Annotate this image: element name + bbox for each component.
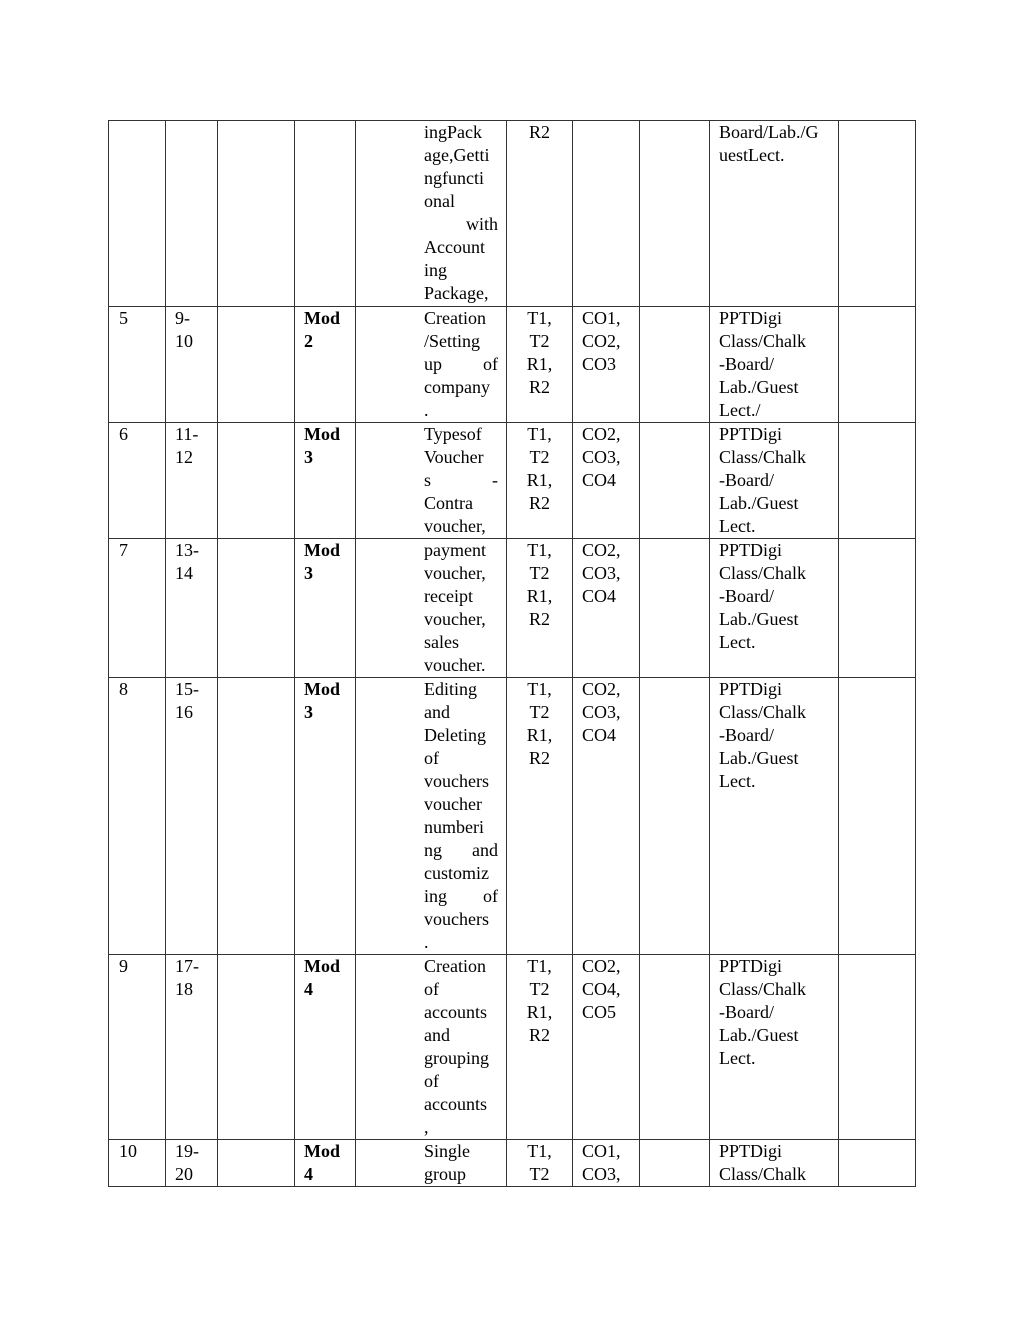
reference-cell: T1, T2 R1, R2 [507,307,573,423]
table-row [109,121,916,307]
topic-cell: Editing and Deleting of vouchers voucher numberi ng and customiz ing of vouchers . [356,678,507,955]
empty-cell [218,307,295,423]
delivery-mode-cell: PPTDigi Class/Chalk -Board/ Lab./Guest Lect. [710,423,839,539]
lecture-number-cell [109,121,166,307]
empty-cell [839,423,916,539]
lecture-range-cell: 13- 14 [166,539,218,678]
lecture-number-cell: 5 [109,307,166,423]
reference-cell: T1, T2 R1, R2 [507,678,573,955]
course-outcome-cell: CO2, CO3, CO4 [573,678,640,955]
empty-cell [839,121,916,307]
delivery-mode-cell: PPTDigi Class/Chalk -Board/ Lab./Guest Lect. [710,678,839,955]
empty-cell [640,1140,710,1187]
module-cell: Mod 3 [295,539,356,678]
course-outcome-cell: CO2, CO3, CO4 [573,539,640,678]
empty-cell [640,423,710,539]
topic-cell: ingPack age,Getti ngfuncti onal with Account ing Package, [356,121,507,307]
empty-cell [839,678,916,955]
lecture-range-cell: 11- 12 [166,423,218,539]
empty-cell [640,307,710,423]
empty-cell [640,678,710,955]
module-cell: Mod 3 [295,678,356,955]
topic-cell: Typesof Voucher s - Contra voucher, [356,423,507,539]
empty-cell [640,539,710,678]
empty-cell [218,678,295,955]
delivery-mode-cell: PPTDigi Class/Chalk -Board/ Lab./Guest Lect./ [710,307,839,423]
empty-cell [640,121,710,307]
lecture-number-cell: 6 [109,423,166,539]
course-outcome-cell: CO2, CO4, CO5 [573,955,640,1140]
module-cell: Mod 4 [295,1140,356,1187]
delivery-mode-cell: Board/Lab./G uestLect. [710,121,839,307]
table-row [109,955,916,1140]
lesson-plan-table [108,120,916,1187]
topic-cell: Creation /Setting up of company . [356,307,507,423]
empty-cell [839,1140,916,1187]
empty-cell [839,539,916,678]
table-row [109,539,916,678]
table-row [109,307,916,423]
reference-cell: T1, T2 R1, R2 [507,955,573,1140]
course-outcome-cell: CO1, CO2, CO3 [573,307,640,423]
delivery-mode-cell: PPTDigi Class/Chalk [710,1140,839,1187]
reference-cell: R2 [507,121,573,307]
lecture-number-cell: 7 [109,539,166,678]
lecture-number-cell: 8 [109,678,166,955]
course-outcome-cell [573,121,640,307]
lecture-number-cell: 9 [109,955,166,1140]
delivery-mode-cell: PPTDigi Class/Chalk -Board/ Lab./Guest Lect. [710,955,839,1140]
course-outcome-cell: CO2, CO3, CO4 [573,423,640,539]
module-cell: Mod 3 [295,423,356,539]
lecture-range-cell: 15- 16 [166,678,218,955]
course-outcome-cell: CO1, CO3, [573,1140,640,1187]
topic-cell: Single group [356,1140,507,1187]
delivery-mode-cell: PPTDigi Class/Chalk -Board/ Lab./Guest Lect. [710,539,839,678]
topic-cell: Creation of accounts and grouping of accounts , [356,955,507,1140]
module-cell: Mod 4 [295,955,356,1140]
empty-cell [839,955,916,1140]
module-cell [295,121,356,307]
reference-cell: T1, T2 R1, R2 [507,423,573,539]
empty-cell [218,121,295,307]
empty-cell [218,423,295,539]
empty-cell [218,955,295,1140]
empty-cell [218,1140,295,1187]
reference-cell: T1, T2 R1, R2 [507,539,573,678]
reference-cell: T1, T2 [507,1140,573,1187]
lecture-number-cell: 10 [109,1140,166,1187]
topic-cell: payment voucher, receipt voucher, sales voucher. [356,539,507,678]
lecture-range-cell [166,121,218,307]
empty-cell [218,539,295,678]
empty-cell [640,955,710,1140]
module-cell: Mod 2 [295,307,356,423]
lecture-range-cell: 9- 10 [166,307,218,423]
empty-cell [839,307,916,423]
table-row [109,423,916,539]
table-row [109,1140,916,1187]
lecture-range-cell: 19- 20 [166,1140,218,1187]
table-row [109,678,916,955]
lecture-range-cell: 17- 18 [166,955,218,1140]
